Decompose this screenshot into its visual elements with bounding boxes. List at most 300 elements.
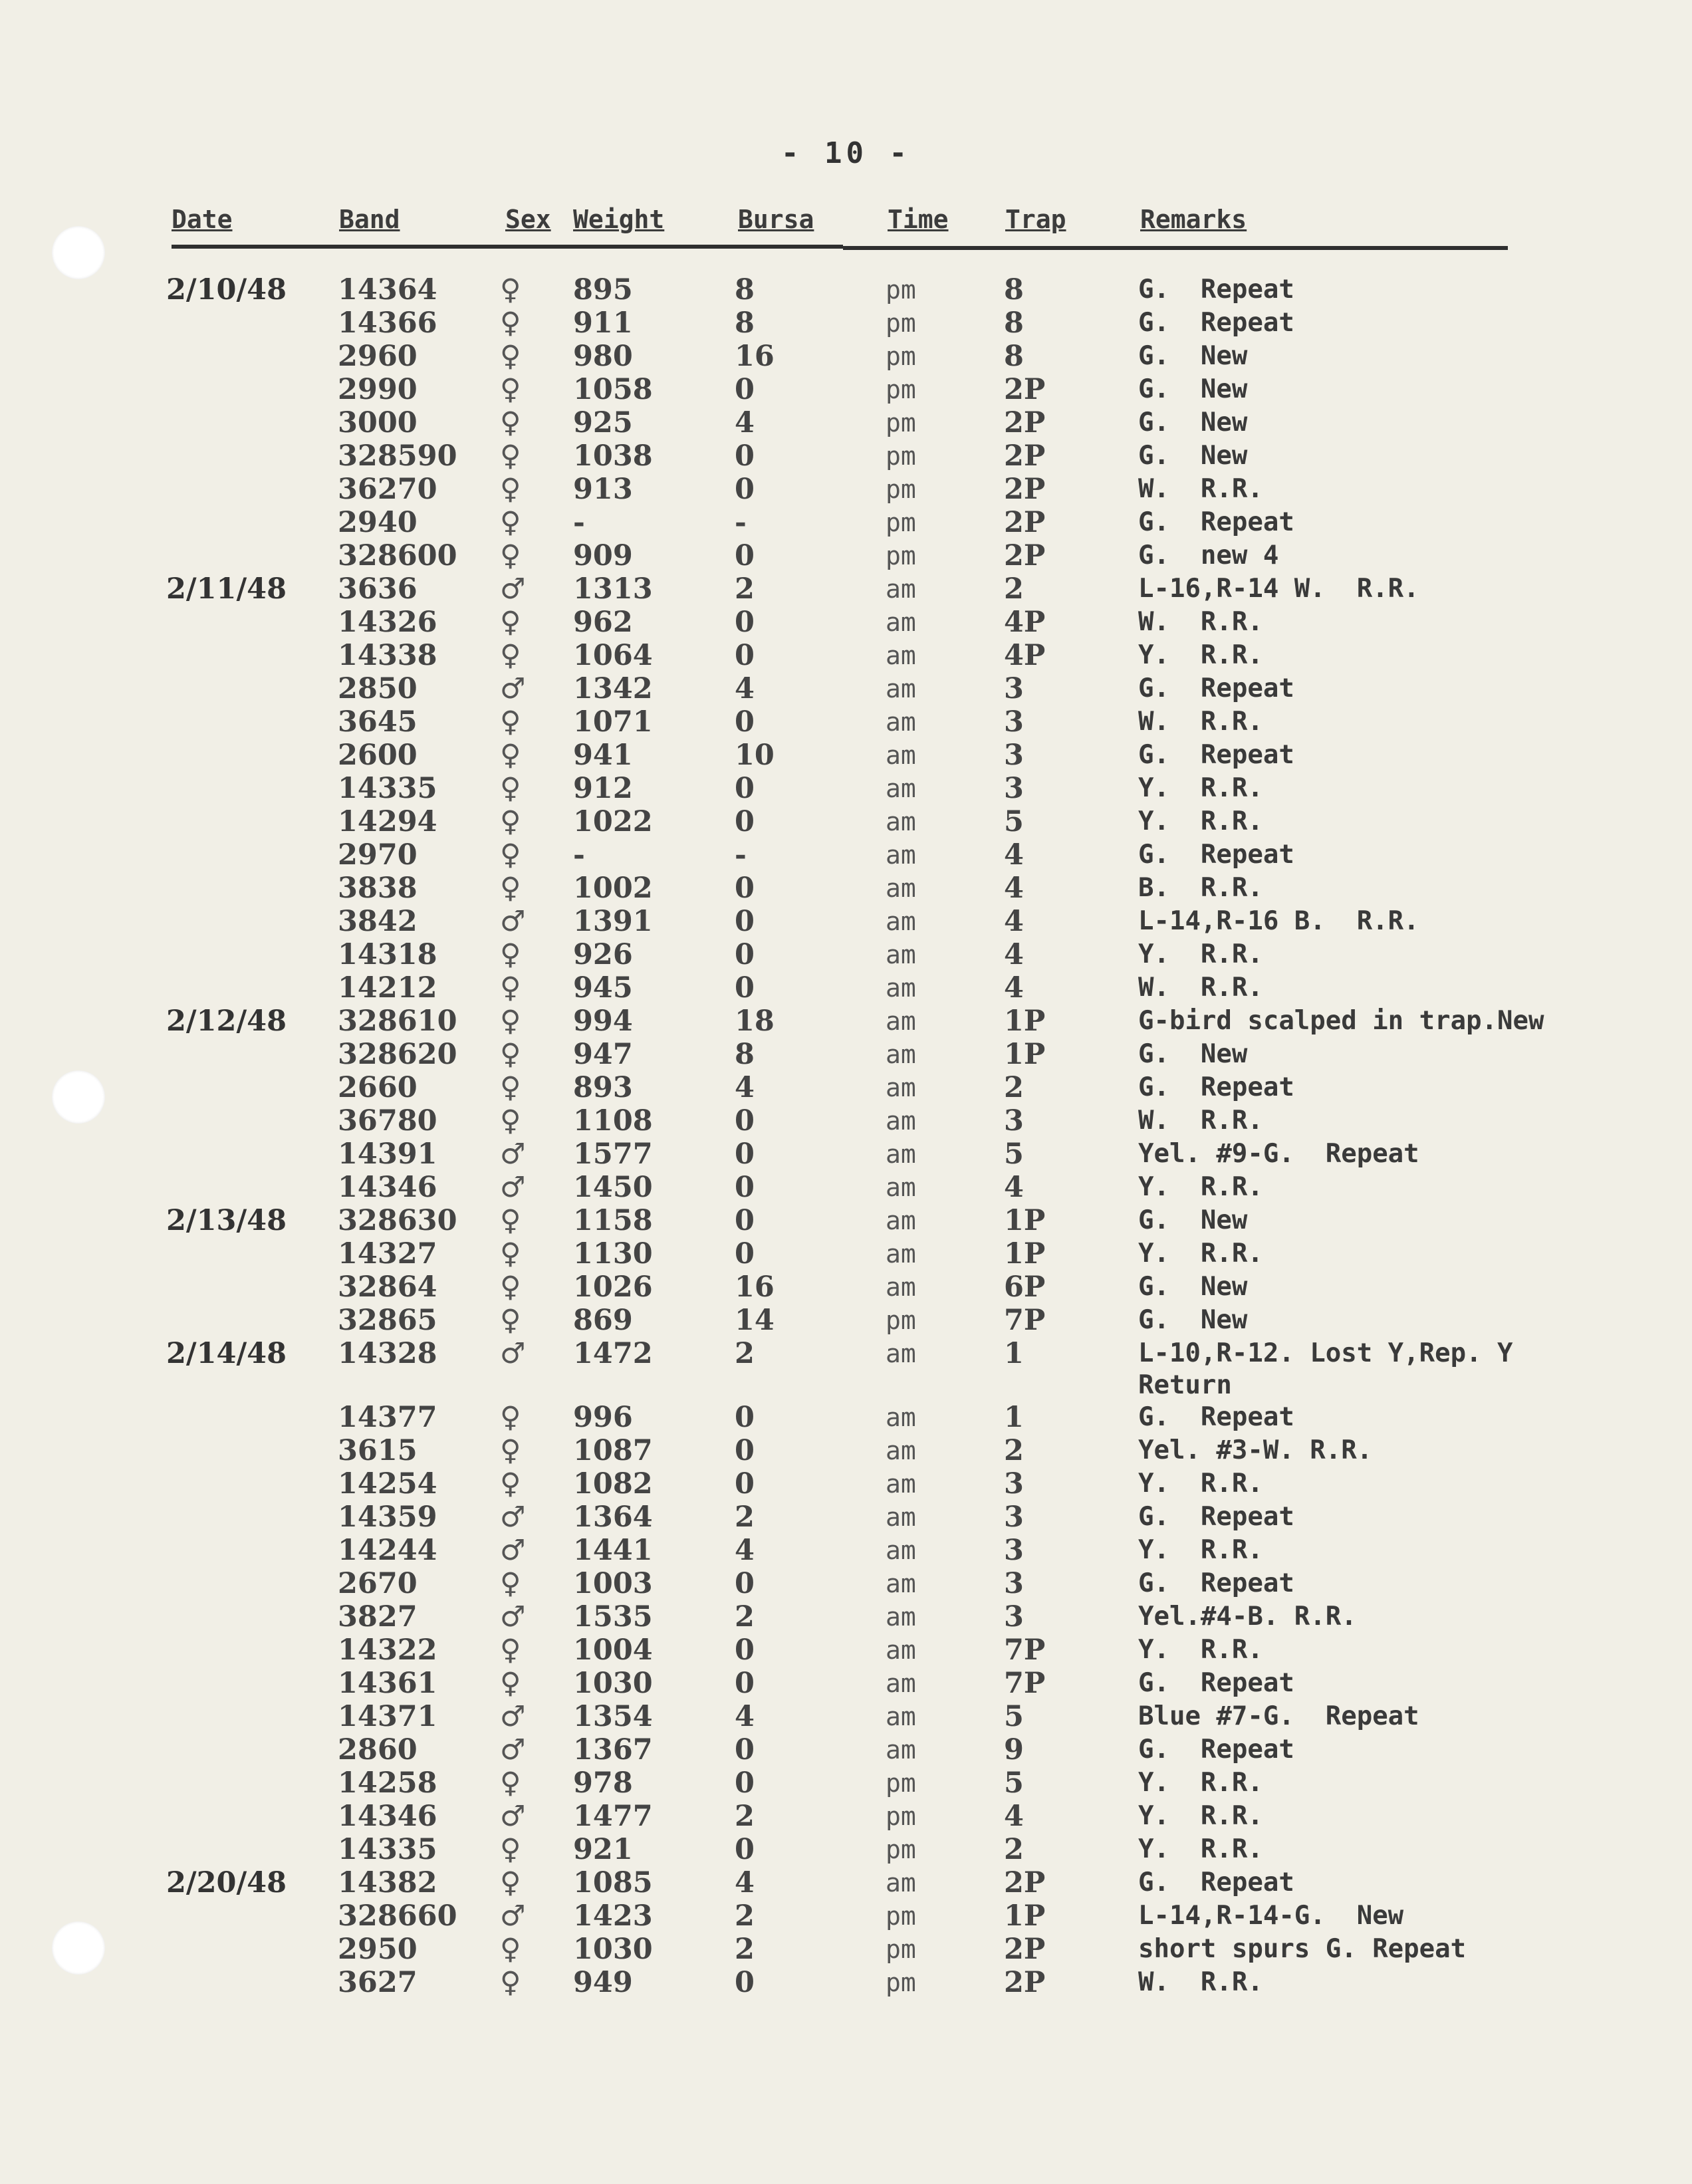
cell-weight: 1535 <box>573 1600 653 1634</box>
cell-bursa: - <box>735 838 747 872</box>
table-row <box>0 507 1692 540</box>
cell-bursa: 0 <box>735 439 755 473</box>
cell-sex: ♀ <box>500 1933 521 1966</box>
cell-time: am <box>886 574 916 604</box>
cell-band: 3827 <box>338 1600 418 1634</box>
cell-time: am <box>886 1106 916 1136</box>
cell-remarks: L-14,R-16 B. R.R. <box>1138 906 1419 936</box>
cell-time: am <box>886 907 916 936</box>
cell-weight: 1030 <box>573 1933 653 1966</box>
cell-trap: 5 <box>1004 1138 1024 1171</box>
cell-remarks: W. R.R. <box>1138 474 1263 504</box>
cell-remarks: G. New <box>1138 441 1248 471</box>
cell-band: 328660 <box>338 1899 457 1933</box>
header-band: Band <box>339 205 400 234</box>
cell-sex: ♂ <box>500 1899 526 1933</box>
cell-band: 2950 <box>338 1933 418 1966</box>
cell-bursa: 4 <box>735 1866 755 1899</box>
cell-time: am <box>886 1339 916 1368</box>
cell-trap: 1P <box>1004 1038 1046 1071</box>
table-row <box>0 440 1692 473</box>
cell-weight: 980 <box>573 340 633 373</box>
cell-trap: 3 <box>1004 772 1024 805</box>
cell-band: 14346 <box>338 1171 437 1204</box>
cell-trap: 4 <box>1004 905 1024 938</box>
cell-sex: ♂ <box>500 672 526 705</box>
cell-remarks: G. Repeat <box>1138 840 1294 870</box>
cell-weight: 913 <box>573 473 633 506</box>
cell-time: pm <box>886 1901 916 1931</box>
table-row <box>0 1468 1692 1501</box>
cell-band: 14371 <box>338 1700 437 1733</box>
cell-weight: 1085 <box>573 1866 653 1899</box>
table-row <box>0 1867 1692 1900</box>
cell-band: 14327 <box>338 1237 437 1271</box>
cell-remarks: G. New <box>1138 408 1248 437</box>
cell-remarks: G. New <box>1138 1305 1248 1335</box>
cell-remarks: W. R.R. <box>1138 1106 1263 1136</box>
cell-sex: ♂ <box>500 1138 526 1171</box>
cell-weight: 949 <box>573 1966 633 1999</box>
cell-sex: ♀ <box>500 1766 521 1800</box>
table-row <box>0 1534 1692 1568</box>
cell-bursa: 2 <box>735 1800 755 1833</box>
table-header <box>0 205 1692 245</box>
table-row <box>0 839 1692 872</box>
cell-trap: 6P <box>1004 1271 1046 1304</box>
cell-sex: ♀ <box>500 1634 521 1667</box>
table-row <box>0 1038 1692 1072</box>
cell-band: 14361 <box>338 1667 437 1700</box>
cell-time: am <box>886 840 916 870</box>
table-row <box>0 1271 1692 1304</box>
table-row <box>0 1138 1692 1171</box>
cell-time: pm <box>886 1935 916 1964</box>
cell-sex: ♂ <box>500 1337 526 1370</box>
cell-bursa: 0 <box>735 1401 755 1434</box>
cell-band: 14326 <box>338 606 437 639</box>
cell-weight: - <box>573 506 585 539</box>
table-row <box>0 1435 1692 1468</box>
header-trap: Trap <box>1005 205 1066 234</box>
cell-weight: 1342 <box>573 672 653 705</box>
cell-sex: ♀ <box>500 1104 521 1138</box>
cell-sex: ♀ <box>500 306 521 340</box>
table-row <box>0 939 1692 972</box>
cell-sex: ♀ <box>500 639 521 672</box>
cell-remarks: G-bird scalped in trap.New <box>1138 1006 1544 1036</box>
cell-remarks: B. R.R. <box>1138 873 1263 903</box>
cell-time: pm <box>886 508 916 537</box>
cell-band: 14318 <box>338 938 437 971</box>
cell-sex: ♀ <box>500 872 521 905</box>
cell-band: 2660 <box>338 1071 418 1104</box>
cell-band: 14244 <box>338 1534 437 1567</box>
cell-sex: ♀ <box>500 473 521 506</box>
cell-weight: 909 <box>573 539 633 572</box>
cell-trap: 5 <box>1004 1766 1024 1800</box>
cell-bursa: 0 <box>735 1567 755 1600</box>
cell-time: pm <box>886 342 916 371</box>
cell-time: pm <box>886 1968 916 1997</box>
cell-band: 3000 <box>338 406 418 439</box>
cell-band: 3615 <box>338 1434 418 1467</box>
cell-sex: ♀ <box>500 1237 521 1271</box>
cell-time: pm <box>886 275 916 304</box>
cell-trap: 3 <box>1004 1567 1024 1600</box>
cell-band: 328610 <box>338 1005 457 1038</box>
cell-bursa: 0 <box>735 872 755 905</box>
cell-weight: 978 <box>573 1766 633 1800</box>
cell-bursa: 0 <box>735 1237 755 1271</box>
cell-remarks: G. Repeat <box>1138 275 1294 304</box>
table-row <box>0 739 1692 773</box>
cell-trap: 1P <box>1004 1899 1046 1933</box>
cell-trap: 1 <box>1004 1337 1024 1370</box>
cell-band: 14258 <box>338 1766 437 1800</box>
cell-sex: ♀ <box>500 772 521 805</box>
cell-trap: 3 <box>1004 1534 1024 1567</box>
cell-band: 14377 <box>338 1401 437 1434</box>
table-row <box>0 872 1692 906</box>
cell-trap: 4 <box>1004 1800 1024 1833</box>
cell-remarks: Y. R.R. <box>1138 806 1263 836</box>
cell-trap: 7P <box>1004 1304 1046 1337</box>
cell-trap: 1P <box>1004 1237 1046 1271</box>
cell-remarks: G. Repeat <box>1138 740 1294 770</box>
cell-bursa: 0 <box>735 1204 755 1237</box>
cell-trap: 2P <box>1004 1866 1046 1899</box>
cell-band: 14328 <box>338 1337 437 1370</box>
cell-weight: 996 <box>573 1401 633 1434</box>
cell-time: pm <box>886 475 916 504</box>
cell-weight: 1423 <box>573 1899 653 1933</box>
cell-time: pm <box>886 1802 916 1831</box>
cell-remarks: G. Repeat <box>1138 1502 1294 1532</box>
cell-remarks: L-14,R-14-G. New <box>1138 1901 1404 1931</box>
table-row <box>0 1734 1692 1767</box>
cell-band: 2670 <box>338 1567 418 1600</box>
cell-remarks: G. New <box>1138 341 1248 371</box>
table-row <box>0 1900 1692 1933</box>
cell-trap: 2P <box>1004 373 1046 406</box>
cell-sex: ♀ <box>500 406 521 439</box>
cell-weight: 1003 <box>573 1567 653 1600</box>
table-row <box>0 972 1692 1005</box>
cell-remarks: Yel.#4-B. R.R. <box>1138 1602 1357 1632</box>
cell-trap: 2 <box>1004 1833 1024 1866</box>
table-row <box>0 1304 1692 1338</box>
cell-band: 3636 <box>338 572 418 606</box>
cell-bursa: 0 <box>735 1467 755 1501</box>
cell-weight: 1391 <box>573 905 653 938</box>
cell-band: 14212 <box>338 971 437 1005</box>
cell-remarks: Yel. #9-G. Repeat <box>1138 1139 1419 1169</box>
cell-bursa: 8 <box>735 273 755 306</box>
cell-weight: 994 <box>573 1005 633 1038</box>
cell-weight: 1130 <box>573 1237 653 1271</box>
cell-time: am <box>886 807 916 836</box>
cell-bursa: 2 <box>735 1600 755 1634</box>
cell-band: 2850 <box>338 672 418 705</box>
cell-sex: ♀ <box>500 506 521 539</box>
cell-trap: 9 <box>1004 1733 1024 1766</box>
cell-bursa: 0 <box>735 705 755 739</box>
cell-remarks: Y. R.R. <box>1138 1535 1263 1565</box>
cell-sex: ♀ <box>500 838 521 872</box>
table-row <box>0 1601 1692 1634</box>
cell-time: am <box>886 1140 916 1169</box>
cell-remarks: W. R.R. <box>1138 1967 1263 1997</box>
cell-bursa: 0 <box>735 1966 755 1999</box>
cell-sex: ♀ <box>500 1005 521 1038</box>
table-row <box>0 1767 1692 1800</box>
cell-remarks: G. Repeat <box>1138 507 1294 537</box>
cell-trap: 2P <box>1004 539 1046 572</box>
cell-date: 2/14/48 <box>166 1337 287 1370</box>
table-row <box>0 1105 1692 1138</box>
table-row <box>0 1701 1692 1734</box>
cell-remarks: G. Repeat <box>1138 1668 1294 1698</box>
cell-weight: 1477 <box>573 1800 653 1833</box>
cell-time: am <box>886 940 916 969</box>
cell-trap: 2P <box>1004 439 1046 473</box>
cell-sex: ♂ <box>500 1800 526 1833</box>
cell-bursa: 0 <box>735 473 755 506</box>
cell-bursa: 0 <box>735 1634 755 1667</box>
header-remarks: Remarks <box>1140 205 1247 234</box>
cell-sex: ♀ <box>500 739 521 772</box>
cell-band: 14335 <box>338 772 437 805</box>
cell-sex: ♂ <box>500 1501 526 1534</box>
cell-time: pm <box>886 441 916 471</box>
cell-remarks: Y. R.R. <box>1138 1239 1263 1269</box>
cell-time: pm <box>886 308 916 338</box>
cell-remarks: G. Repeat <box>1138 1868 1294 1897</box>
cell-trap: 7P <box>1004 1667 1046 1700</box>
cell-bursa: 4 <box>735 672 755 705</box>
cell-sex: ♀ <box>500 1304 521 1337</box>
cell-remarks: L-16,R-14 W. R.R. <box>1138 574 1419 604</box>
cell-weight: 1472 <box>573 1337 653 1370</box>
cell-trap: 4 <box>1004 971 1024 1005</box>
cell-time: am <box>886 674 916 703</box>
cell-sex: ♀ <box>500 1071 521 1104</box>
cell-remarks: G. New <box>1138 1272 1248 1302</box>
table-row <box>0 906 1692 939</box>
cell-remarks: Y. R.R. <box>1138 1469 1263 1499</box>
cell-time: am <box>886 1569 916 1598</box>
cell-bursa: 4 <box>735 1071 755 1104</box>
cell-bursa: 0 <box>735 373 755 406</box>
cell-time: am <box>886 741 916 770</box>
table-row <box>0 1634 1692 1667</box>
cell-weight: 1064 <box>573 639 653 672</box>
cell-time: am <box>886 608 916 637</box>
cell-bursa: 4 <box>735 1700 755 1733</box>
cell-remarks: L-10,R-12. Lost Y,Rep. Y Return <box>1138 1338 1513 1400</box>
cell-weight: 925 <box>573 406 633 439</box>
cell-time: am <box>886 1007 916 1036</box>
cell-remarks: Y. R.R. <box>1138 1635 1263 1665</box>
cell-bursa: 8 <box>735 1038 755 1071</box>
cell-weight: 1108 <box>573 1104 653 1138</box>
cell-bursa: 18 <box>735 1005 775 1038</box>
cell-bursa: 0 <box>735 805 755 838</box>
table-row <box>0 673 1692 706</box>
cell-bursa: 0 <box>735 539 755 572</box>
table-row <box>0 340 1692 374</box>
cell-band: 3838 <box>338 872 418 905</box>
cell-band: 14364 <box>338 273 437 306</box>
table-row <box>0 1800 1692 1834</box>
header-sex: Sex <box>505 205 551 234</box>
cell-weight: 926 <box>573 938 633 971</box>
cell-time: am <box>886 1536 916 1565</box>
cell-time: am <box>886 1669 916 1698</box>
cell-trap: 2P <box>1004 1966 1046 1999</box>
cell-bursa: 2 <box>735 1501 755 1534</box>
cell-time: am <box>886 1868 916 1897</box>
cell-band: 36780 <box>338 1104 437 1138</box>
cell-remarks: G. Repeat <box>1138 1402 1294 1432</box>
cell-weight: 1087 <box>573 1434 653 1467</box>
table-row <box>0 773 1692 806</box>
table-row <box>0 307 1692 340</box>
cell-bursa: 0 <box>735 1833 755 1866</box>
cell-time: am <box>886 874 916 903</box>
cell-sex: ♂ <box>500 1700 526 1733</box>
cell-band: 14254 <box>338 1467 437 1501</box>
cell-band: 14335 <box>338 1833 437 1866</box>
cell-band: 14391 <box>338 1138 437 1171</box>
cell-trap: 3 <box>1004 1600 1024 1634</box>
cell-weight: 1002 <box>573 872 653 905</box>
cell-trap: 2P <box>1004 406 1046 439</box>
cell-band: 2940 <box>338 506 418 539</box>
cell-bursa: 0 <box>735 1766 755 1800</box>
cell-remarks: G. Repeat <box>1138 1735 1294 1764</box>
cell-date: 2/20/48 <box>166 1866 287 1899</box>
cell-bursa: 0 <box>735 1667 755 1700</box>
cell-trap: 3 <box>1004 705 1024 739</box>
cell-band: 2600 <box>338 739 418 772</box>
cell-time: am <box>886 1702 916 1731</box>
cell-weight: 1038 <box>573 439 653 473</box>
table-row <box>0 407 1692 440</box>
cell-weight: 893 <box>573 1071 633 1104</box>
cell-remarks: Y. R.R. <box>1138 640 1263 670</box>
cell-trap: 1P <box>1004 1005 1046 1038</box>
cell-band: 14338 <box>338 639 437 672</box>
cell-band: 32865 <box>338 1304 437 1337</box>
table-row <box>0 540 1692 573</box>
cell-weight: 1082 <box>573 1467 653 1501</box>
cell-trap: 1 <box>1004 1401 1024 1434</box>
cell-weight: 1071 <box>573 705 653 739</box>
cell-band: 3627 <box>338 1966 418 1999</box>
cell-trap: 7P <box>1004 1634 1046 1667</box>
cell-time: am <box>886 1403 916 1432</box>
cell-trap: 1P <box>1004 1204 1046 1237</box>
cell-time: am <box>886 1735 916 1764</box>
cell-bursa: 0 <box>735 938 755 971</box>
cell-weight: 941 <box>573 739 633 772</box>
cell-weight: 869 <box>573 1304 633 1337</box>
cell-weight: 1004 <box>573 1634 653 1667</box>
cell-trap: 8 <box>1004 340 1024 373</box>
cell-band: 3645 <box>338 705 418 739</box>
cell-trap: 4P <box>1004 606 1046 639</box>
cell-trap: 3 <box>1004 1467 1024 1501</box>
cell-time: am <box>886 1602 916 1632</box>
cell-time: pm <box>886 408 916 437</box>
table-row <box>0 1238 1692 1271</box>
cell-band: 328630 <box>338 1204 457 1237</box>
cell-bursa: 2 <box>735 1337 755 1370</box>
cell-sex: ♀ <box>500 1866 521 1899</box>
cell-sex: ♀ <box>500 938 521 971</box>
table-row <box>0 706 1692 739</box>
cell-time: am <box>886 707 916 737</box>
cell-time: am <box>886 1503 916 1532</box>
cell-sex: ♂ <box>500 1600 526 1634</box>
cell-band: 328600 <box>338 539 457 572</box>
cell-remarks: G. New <box>1138 1205 1248 1235</box>
cell-sex: ♀ <box>500 340 521 373</box>
cell-bursa: 14 <box>735 1304 775 1337</box>
cell-sex: ♀ <box>500 805 521 838</box>
cell-trap: 3 <box>1004 1104 1024 1138</box>
cell-sex: ♂ <box>500 905 526 938</box>
cell-band: 36270 <box>338 473 437 506</box>
table-row <box>0 606 1692 640</box>
cell-trap: 4 <box>1004 838 1024 872</box>
cell-band: 2960 <box>338 340 418 373</box>
cell-weight: 912 <box>573 772 633 805</box>
cell-sex: ♀ <box>500 705 521 739</box>
cell-remarks: Y. R.R. <box>1138 939 1263 969</box>
cell-date: 2/10/48 <box>166 273 287 306</box>
cell-bursa: 2 <box>735 1899 755 1933</box>
cell-remarks: G. Repeat <box>1138 673 1294 703</box>
cell-sex: ♀ <box>500 1567 521 1600</box>
table-row <box>0 1072 1692 1105</box>
cell-trap: 3 <box>1004 672 1024 705</box>
cell-band: 14359 <box>338 1501 437 1534</box>
cell-remarks: Yel. #3-W. R.R. <box>1138 1435 1373 1465</box>
table-row <box>0 806 1692 839</box>
header-weight: Weight <box>573 205 665 234</box>
cell-sex: ♀ <box>500 1833 521 1866</box>
cell-time: am <box>886 1040 916 1069</box>
cell-remarks: G. new 4 <box>1138 541 1279 570</box>
cell-sex: ♀ <box>500 1401 521 1434</box>
cell-trap: 2 <box>1004 1434 1024 1467</box>
cell-sex: ♀ <box>500 1966 521 1999</box>
cell-date: 2/12/48 <box>166 1005 287 1038</box>
cell-time: am <box>886 1636 916 1665</box>
cell-sex: ♀ <box>500 539 521 572</box>
table-row <box>0 1967 1692 2000</box>
header-rule <box>172 245 843 249</box>
cell-bursa: 0 <box>735 1733 755 1766</box>
cell-bursa: 0 <box>735 1138 755 1171</box>
table-row <box>0 1568 1692 1601</box>
cell-remarks: Y. R.R. <box>1138 1172 1263 1202</box>
cell-weight: 1022 <box>573 805 653 838</box>
cell-time: am <box>886 1206 916 1235</box>
